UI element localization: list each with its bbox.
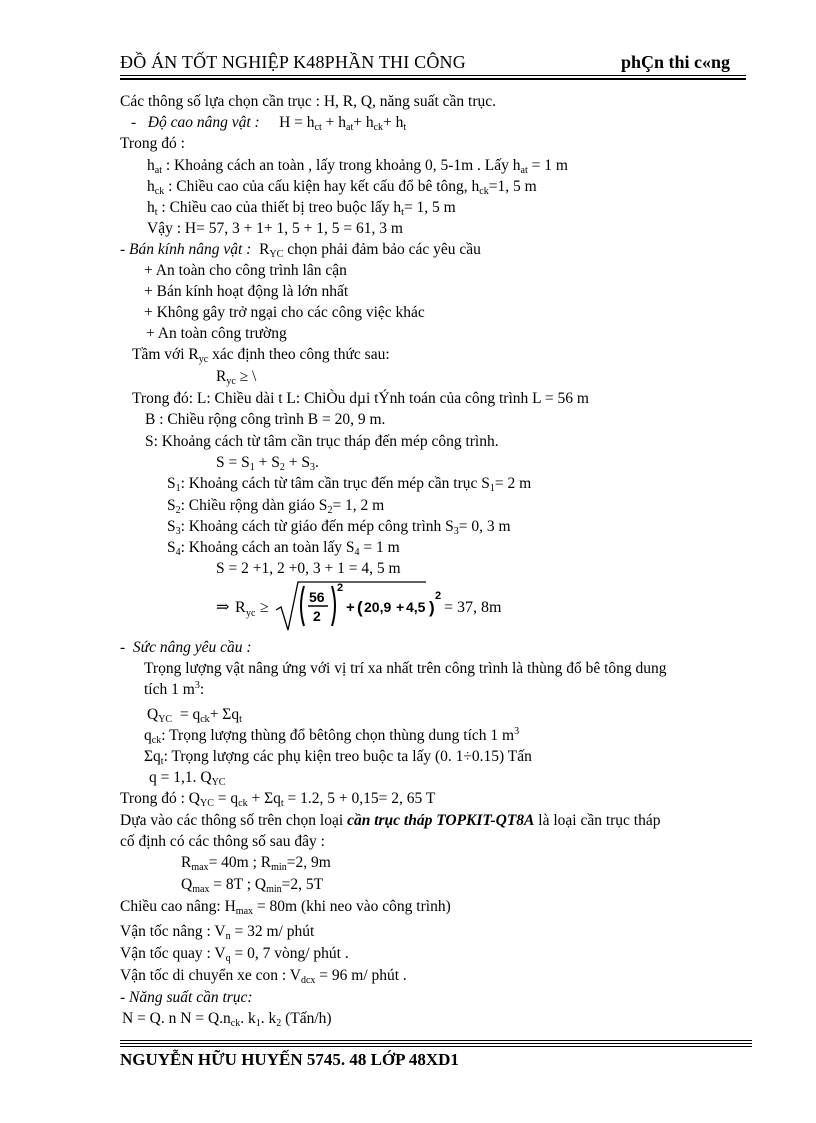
distance-definition: S: Khoảng cách từ tâm cần trục tháp đến mép công trình. bbox=[145, 433, 499, 450]
footer-rule-1 bbox=[120, 1040, 752, 1041]
svg-text:R: R bbox=[235, 599, 246, 616]
productivity-formula: N = Q. n $N = Q.n_{ck}$. $k_1$. $k_2$ (Tấn/h) bbox=[122, 1010, 332, 1029]
trolley-speed: Vận tốc di chuyển xe con : $V_{dcx} = 96$ m/ phút . bbox=[120, 967, 407, 986]
where-label-1: Trong đó : bbox=[120, 135, 185, 152]
reach-result: = 37, 8m bbox=[444, 599, 502, 616]
reach-formula bbox=[216, 580, 516, 634]
s1-definition: $S_1$: Khoảng cách từ tâm cần trục đến mép cần trục $S_1= 2$ m bbox=[167, 475, 532, 494]
footer-rule-3 bbox=[120, 1046, 752, 1047]
hck-definition: $h_{ck}$ : Chiều cao của cấu kiện hay kết cấu đổ bê tông, $h_{ck}=1$, 5 m bbox=[147, 178, 537, 197]
qck-definition: $q_{ck}$: Trọng lượng thùng đổ bêtông chọn thùng dung tích 1 $m^3$ bbox=[144, 726, 520, 746]
svg-text:20,9: 20,9 bbox=[364, 599, 392, 615]
s-result: S = 2 +1, 2 +0, 3 + 1 = 4, 5 m bbox=[216, 560, 401, 577]
requirement-1: + An toàn cho công trình lân cận bbox=[144, 262, 347, 279]
s-sum-formula: $S = S_1 + S_2 + S_3$. bbox=[216, 454, 319, 473]
height-formula-line: - Độ cao nâng vật : $H = h_{ct} + h_{at}+ h_{ck}+ h_t$ bbox=[131, 114, 407, 133]
params-intro: Các thông số lựa chọn cần trục : H, R, Q, năng suất cần trục. bbox=[120, 93, 496, 110]
reach-formula-svg bbox=[216, 580, 516, 634]
requirement-2: + Bán kính hoạt động là lớn nhất bbox=[144, 283, 349, 300]
q-formula: q = 1,1. $Q_{YC}$ bbox=[149, 769, 226, 788]
reach-formula-stub: $R_{yc}$ ≥ \ bbox=[216, 368, 257, 387]
header-section: phÇn thi c«ng bbox=[620, 52, 730, 72]
lift-height: Chiều cao nâng: $H_{max} = 80m$ (khi neo vào công trình) bbox=[120, 898, 451, 917]
svg-text:): ) bbox=[429, 598, 435, 617]
ht-definition: $h_t$ : Chiều cao của thiết bị treo buộc lấy $h_t= 1$, 5 m bbox=[147, 199, 456, 218]
lift-speed: Vận tốc nâng : $V_n = 32$ m/ phút bbox=[120, 923, 315, 942]
header-rule bbox=[120, 75, 746, 76]
crane-model: cần trục tháp TOPKIT-QT8A bbox=[347, 812, 535, 829]
qyc-formula: $Q_{YC} = q_{ck}+ \Sigma q_t$ bbox=[147, 706, 242, 725]
svg-text:⇒: ⇒ bbox=[216, 597, 230, 616]
svg-text:(: ( bbox=[357, 598, 363, 617]
svg-text:yc: yc bbox=[246, 608, 256, 619]
length-definition: Trong đó: L: Chiều dài t L: ChiÒu dµi tÝnh toán của công trình L = 56 m bbox=[132, 390, 589, 407]
page-footer: NGUYỄN HỮU HUYẾN 5745. 48 LỚP 48XD1 bbox=[120, 1050, 459, 1069]
s2-definition: $S_2$: Chiều rộng dàn giáo $S_2= 1$, 2 m bbox=[167, 497, 385, 516]
height-label: Độ cao nâng vật : bbox=[147, 114, 260, 131]
footer-rule-2 bbox=[120, 1043, 752, 1044]
svg-text:4,5: 4,5 bbox=[406, 599, 426, 615]
s4-definition: $S_4$: Khoảng cách an toàn lấy $S_4 = 1$ m bbox=[167, 539, 400, 558]
radius-heading: - Bán kính nâng vật : $R_{YC}$ chọn phải đảm bảo các yêu cầu bbox=[120, 241, 481, 260]
q-result: Trong đó : $Q_{YC} = q_{ck} + \Sigma q_t = 1.2$, 5 + 0,15= 2, 65 T bbox=[120, 790, 436, 809]
requirement-3: + Không gây trở ngại cho các công việc khác bbox=[144, 304, 425, 321]
height-result: Vậy : H= 57, 3 + 1+ 1, 5 + 1, 5 = 61, 3 m bbox=[147, 220, 403, 237]
crane-params-intro: cố định có các thông số sau đây : bbox=[120, 833, 325, 850]
reach-intro: Tầm với $R_{yc}$ xác định theo công thức sau: bbox=[132, 346, 390, 365]
productivity-heading: - Năng suất cần trục: bbox=[120, 989, 253, 1006]
radius-range: $R_{max}= 40m$ ; $R_{min}=2$, 9m bbox=[181, 854, 331, 873]
svg-text:+: + bbox=[396, 599, 405, 615]
header-title: ĐỒ ÁN TỐT NGHIỆP K48PHẦN THI CÔNG bbox=[120, 52, 466, 72]
svg-text:+: + bbox=[346, 599, 355, 616]
crane-selection: Dựa vào các thông số trên chọn loại cần trục tháp TOPKIT-QT8A là loại cần trục tháp bbox=[120, 812, 661, 829]
svg-text:2: 2 bbox=[337, 582, 344, 594]
lift-capacity-heading: - Sức nâng yêu cầu : bbox=[120, 639, 252, 656]
hat-definition: $h_{at}$ : Khoảng cách an toàn , lấy trong khoảng 0, 5-1m . Lấy $h_{at} = 1$ m bbox=[147, 157, 568, 176]
svg-text:56: 56 bbox=[309, 589, 325, 605]
load-description-2: tích 1 $m^3$: bbox=[144, 680, 205, 698]
svg-text:2: 2 bbox=[435, 590, 442, 602]
load-range: $Q_{max} = 8T$ ; $Q_{min}=2$, 5T bbox=[181, 876, 324, 895]
rotation-speed: Vận tốc quay : $V_q = 0$, 7 vòng/ phút . bbox=[120, 945, 349, 964]
width-definition: B : Chiều rộng công trình B = 20, 9 m. bbox=[145, 411, 386, 428]
load-description-1: Trọng lượng vật nâng ứng với vị trí xa nhất trên công trình là thùng đổ bê tông dung bbox=[144, 660, 667, 677]
svg-text:≥: ≥ bbox=[260, 599, 269, 616]
header-rule-thick bbox=[120, 78, 746, 80]
s3-definition: $S_3$: Khoảng cách từ giáo đến mép công trình $S_3= 0$, 3 m bbox=[167, 518, 511, 537]
qt-definition: $\Sigma q_t$: Trọng lượng các phụ kiện treo buộc ta lấy (0. 1÷0.15) Tấn bbox=[144, 748, 532, 767]
requirement-4: + An toàn công trường bbox=[146, 325, 287, 342]
svg-text:2: 2 bbox=[313, 608, 321, 624]
